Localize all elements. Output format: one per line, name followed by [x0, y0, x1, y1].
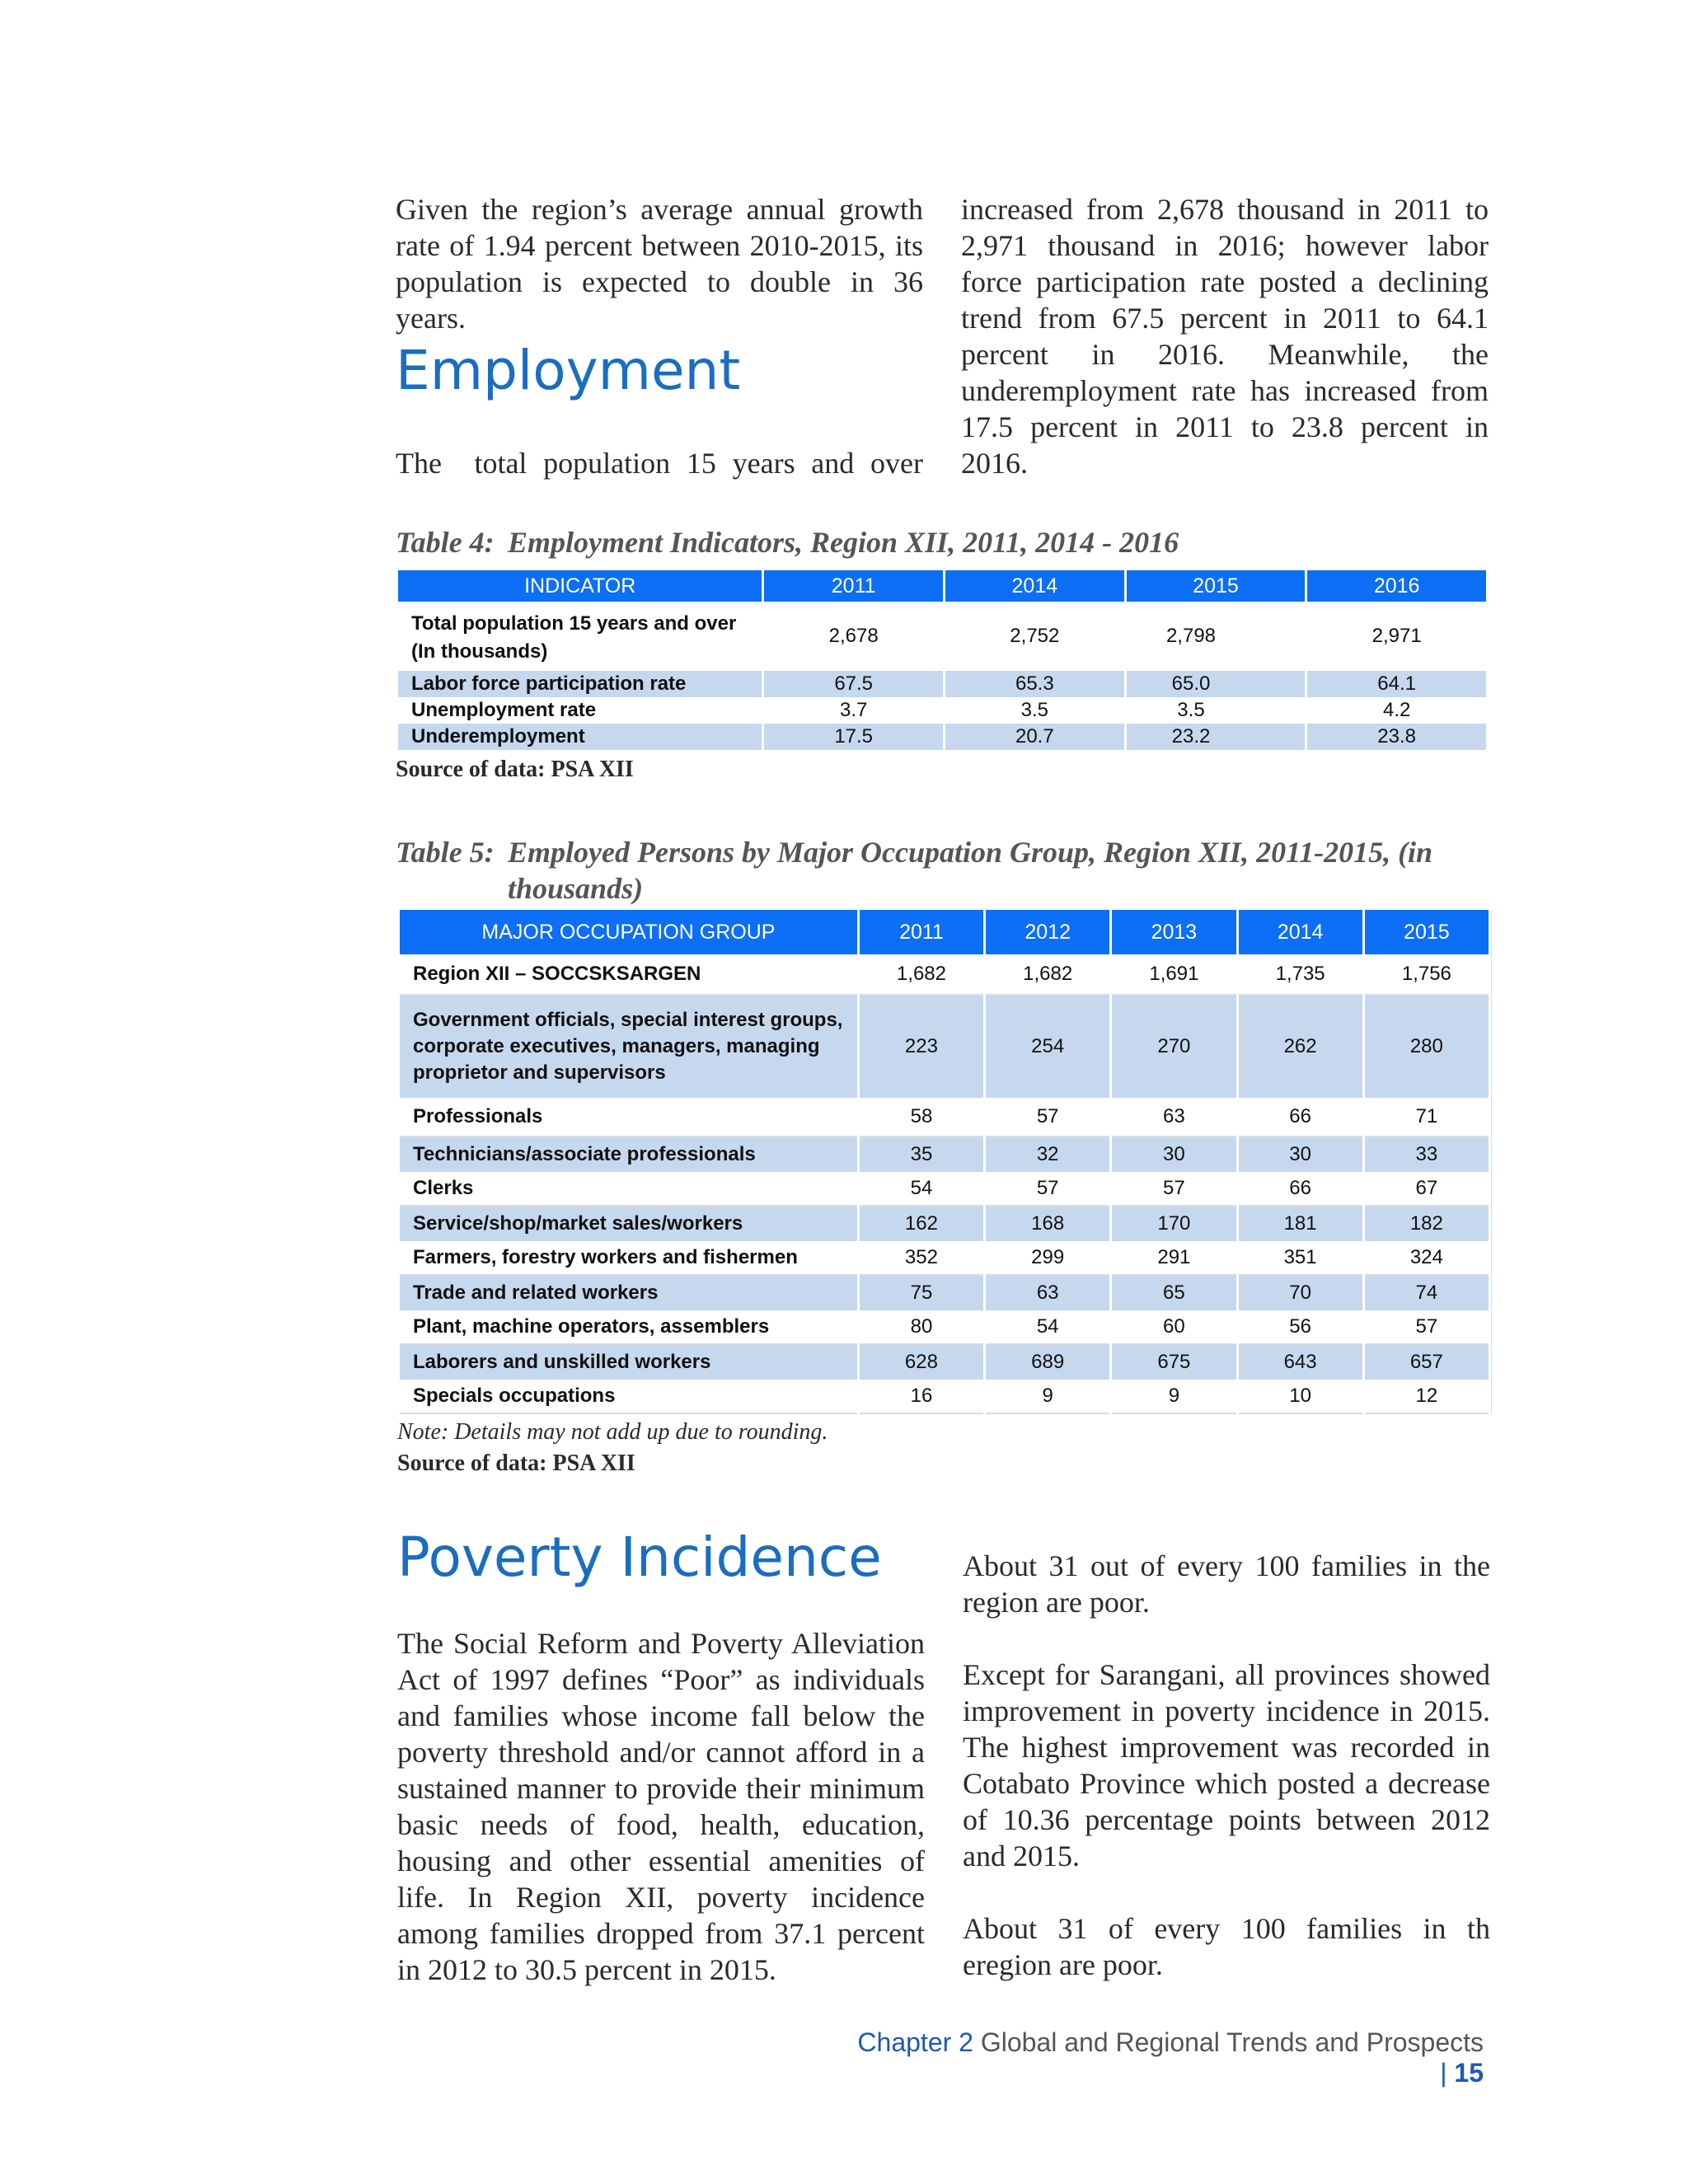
table-cell: 182	[1365, 1207, 1489, 1241]
row-label: Region XII – SOCCSKSARGEN	[400, 954, 857, 996]
table-cell: 1,682	[986, 954, 1109, 996]
table-cell: 351	[1239, 1241, 1362, 1276]
page-footer	[857, 2027, 1484, 2088]
table-cell: 223	[860, 996, 983, 1098]
table-cell: 324	[1365, 1241, 1489, 1276]
table5-source: Source of data: PSA XII	[397, 1451, 635, 1476]
footer-chapter: Chapter 2	[857, 2027, 973, 2057]
table5-label: Table 5:	[396, 836, 495, 869]
table4-title: Employment Indicators, Region XII, 2011, 2014 - 2016	[508, 526, 1179, 559]
table-cell: 57	[986, 1098, 1109, 1137]
column-header: 2015	[1365, 910, 1489, 954]
table-row	[400, 1172, 1489, 1207]
poverty-heading: Poverty Incidence	[397, 1526, 882, 1589]
table-cell: 352	[860, 1241, 983, 1276]
poverty-right-paragraph-3: About 31 of every 100 families in th eregion are poor.	[963, 1912, 1490, 1981]
table-cell: 9	[1112, 1380, 1236, 1414]
table-cell: 66	[1239, 1098, 1362, 1137]
table-cell: 2,971	[1372, 625, 1422, 647]
table-row	[400, 1276, 1489, 1310]
row-label: Professionals	[400, 1098, 857, 1137]
table-cell: 64.1	[1307, 671, 1486, 697]
table-cell: 74	[1365, 1276, 1489, 1310]
row-label: Laborers and unskilled workers	[400, 1345, 857, 1380]
table-cell: 3.7	[839, 699, 868, 721]
poverty-right-paragraph-1: About 31 out of every 100 families in the region are poor.	[963, 1549, 1490, 1619]
column-header: 2011	[860, 910, 983, 954]
table-row	[400, 1207, 1489, 1241]
table-row	[398, 724, 1486, 750]
table-cell: 32	[986, 1137, 1109, 1172]
table-cell: 1,691	[1112, 954, 1236, 996]
row-label: Government officials, special interest groups, corporate executives, managers, managing proprietor and supervisors	[400, 996, 857, 1098]
table-cell: 70	[1239, 1276, 1362, 1310]
table-cell: 56	[1239, 1310, 1362, 1345]
table-cell: 57	[986, 1172, 1109, 1207]
table-cell: 254	[986, 996, 1109, 1098]
table-cell: 657	[1365, 1345, 1489, 1380]
table-cell: 170	[1112, 1207, 1236, 1241]
table-cell: 2,678	[828, 625, 879, 647]
employment-right-paragraph: increased from 2,678 thousand in 2011 to 2,971 thousand in 2016; however labor force participation rate posted a declining trend from 67.5 percent in 2011 to 64.1 percent in 2016. Meanwhile, the underemployment rate has increased from 17.5 percent in 2011 to 23.8 percent in 2016.	[961, 193, 1489, 480]
table-row	[400, 996, 1489, 1098]
table-cell: 71	[1365, 1098, 1489, 1137]
table-cell: 65	[1112, 1276, 1236, 1310]
table-row	[400, 1380, 1489, 1414]
row-label: Service/shop/market sales/workers	[400, 1207, 857, 1241]
table-cell: 16	[860, 1380, 983, 1414]
row-label: Total population 15 years and over (In thousands)	[411, 612, 737, 663]
column-header: 2016	[1307, 570, 1486, 602]
table-cell: 299	[986, 1241, 1109, 1276]
table-cell: 54	[860, 1172, 983, 1207]
table-cell: 23.2	[1127, 724, 1306, 750]
table-cell: 67.5	[764, 671, 943, 697]
row-label: Labor force participation rate	[398, 671, 762, 697]
row-label: Clerks	[400, 1172, 857, 1207]
footer-separator: |	[1440, 2058, 1447, 2088]
table-cell: 17.5	[764, 724, 943, 750]
column-header: 2013	[1112, 910, 1236, 954]
table-cell: 66	[1239, 1172, 1362, 1207]
table-cell: 60	[1112, 1310, 1236, 1345]
table-row	[398, 602, 1486, 671]
table-row	[398, 697, 1486, 724]
column-header: 2014	[1239, 910, 1362, 954]
table5-title: Employed Persons by Major Occupation Group, Region XII, 2011-2015, (in thousands)	[508, 836, 1433, 905]
column-header: 2015	[1127, 570, 1306, 602]
table-cell: 2,798	[1165, 625, 1217, 647]
row-label: Technicians/associate professionals	[400, 1137, 857, 1172]
table-cell: 65.0	[1127, 671, 1306, 697]
intro-left-paragraph: Given the region’s average annual growth rate of 1.94 percent between 2010-2015, its population is expected to double in 36 years.	[396, 193, 923, 335]
poverty-right-paragraph-2: Except for Sarangani, all provinces showed improvement in poverty incidence in 2015. The highest improvement was recorded in Cotabato Province which posted a decrease of 10.36 percentage points between 2012 and 2015.	[963, 1658, 1490, 1872]
table-cell: 181	[1239, 1207, 1362, 1241]
table-cell: 57	[1112, 1172, 1236, 1207]
table-cell: 270	[1112, 996, 1236, 1098]
table-cell: 168	[986, 1207, 1109, 1241]
table-cell: 1,756	[1365, 954, 1489, 996]
table-row	[400, 1137, 1489, 1172]
table-cell: 57	[1365, 1310, 1489, 1345]
table-cell: 1,735	[1239, 954, 1362, 996]
table-cell: 54	[986, 1310, 1109, 1345]
table4-caption	[396, 524, 1484, 560]
table-cell: 30	[1112, 1137, 1236, 1172]
footer-title: Global and Regional Trends and Prospects	[980, 2027, 1484, 2057]
column-header: INDICATOR	[398, 570, 762, 602]
row-label: Plant, machine operators, assemblers	[400, 1310, 857, 1345]
table5-caption	[396, 834, 1484, 907]
table-cell: 4.2	[1382, 699, 1411, 721]
row-label: Underemployment	[398, 724, 762, 750]
table-cell: 689	[986, 1345, 1109, 1380]
table-cell: 33	[1365, 1137, 1489, 1172]
table-cell: 262	[1239, 996, 1362, 1098]
table-cell: 9	[986, 1380, 1109, 1414]
employment-left-paragraph: The total population 15 years and over	[396, 447, 923, 480]
table-header-row	[400, 910, 1489, 954]
table-cell: 2,752	[1010, 625, 1060, 647]
table-cell: 675	[1112, 1345, 1236, 1380]
table-cell: 628	[860, 1345, 983, 1380]
table-cell: 291	[1112, 1241, 1236, 1276]
poverty-right-column	[963, 1548, 1490, 1983]
table-cell: 30	[1239, 1137, 1362, 1172]
table-cell: 12	[1365, 1380, 1489, 1414]
table-cell: 643	[1239, 1345, 1362, 1380]
table-row	[400, 1241, 1489, 1276]
table-row	[400, 954, 1489, 996]
column-header: 2014	[945, 570, 1124, 602]
table-cell: 35	[860, 1137, 983, 1172]
column-header: 2011	[764, 570, 943, 602]
table-cell: 1,682	[860, 954, 983, 996]
table-cell: 10	[1239, 1380, 1362, 1414]
table-cell: 67	[1365, 1172, 1489, 1207]
poverty-left-paragraph: The Social Reform and Poverty Alleviation Act of 1997 defines “Poor” as individuals and families whose income fall below the poverty threshold and/or cannot afford in a sustained manner to provide their minimum basic needs of food, health, education, housing and other essential amenities of life. In Region XII, poverty incidence among families dropped from 37.1 percent in 2012 to 30.5 percent in 2015.	[397, 1627, 925, 1986]
table5-note: Note: Details may not add up due to rounding.	[397, 1419, 828, 1445]
table-cell: 280	[1365, 996, 1489, 1098]
table4-label: Table 4:	[396, 526, 495, 559]
table-header-row	[398, 570, 1486, 602]
row-label: Unemployment rate	[411, 699, 597, 721]
table-row	[400, 1310, 1489, 1345]
table-cell: 80	[860, 1310, 983, 1345]
employment-heading: Employment	[396, 339, 741, 402]
table-cell: 63	[986, 1276, 1109, 1310]
table-row	[400, 1345, 1489, 1380]
column-header: MAJOR OCCUPATION GROUP	[400, 910, 857, 954]
page-number: 15	[1454, 2058, 1484, 2088]
table-row	[400, 1098, 1489, 1137]
table-cell: 58	[860, 1098, 983, 1137]
table-cell: 65.3	[945, 671, 1124, 697]
column-header: 2012	[986, 910, 1109, 954]
row-label: Trade and related workers	[400, 1276, 857, 1310]
table-cell: 3.5	[1177, 699, 1205, 721]
employment-indicators-table	[396, 570, 1489, 750]
table-cell: 63	[1112, 1098, 1236, 1137]
occupation-group-table	[397, 910, 1492, 1414]
row-label: Specials occupations	[400, 1380, 857, 1414]
table-row	[398, 671, 1486, 697]
table-cell: 162	[860, 1207, 983, 1241]
row-label: Farmers, forestry workers and fishermen	[400, 1241, 857, 1276]
table-cell: 23.8	[1307, 724, 1486, 750]
table-cell: 75	[860, 1276, 983, 1310]
table4-source: Source of data: PSA XII	[396, 757, 634, 782]
table-cell: 20.7	[945, 724, 1124, 750]
table-cell: 3.5	[1020, 699, 1049, 721]
